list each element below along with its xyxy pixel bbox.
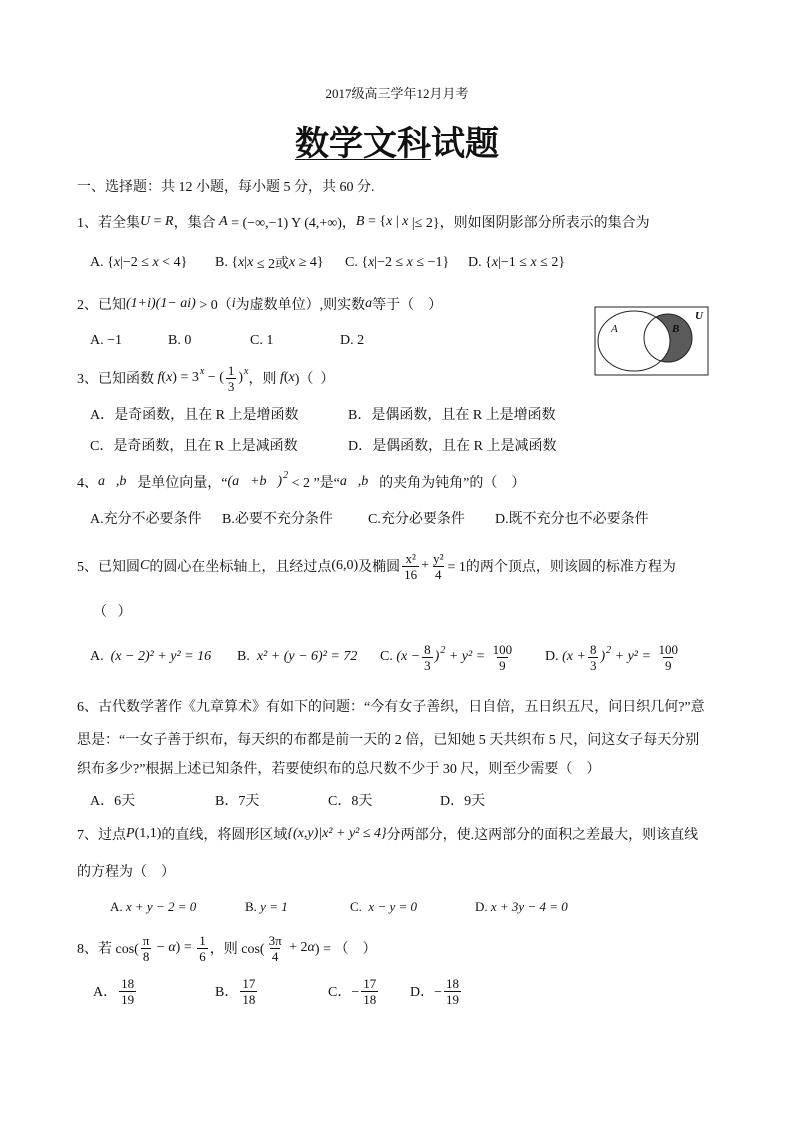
text-run: D. <box>545 649 563 664</box>
question-7-option-a <box>110 887 196 927</box>
math-expression: P <box>126 826 135 841</box>
math-expression: x + y − 2 = 0 <box>125 899 197 914</box>
math-expression: y = 1 <box>260 899 288 914</box>
question-5-option-c <box>380 637 516 677</box>
math-expression: f <box>157 370 162 385</box>
fraction-denominator: 8 <box>142 948 150 964</box>
text-run: C. 1 <box>250 333 274 348</box>
text-run: 5、已知圆 <box>77 560 140 575</box>
question-1-option-c <box>345 243 449 283</box>
question-2-option-c <box>250 321 273 361</box>
question-8-option-c <box>328 971 380 1011</box>
text-run: A. { <box>90 255 114 270</box>
text-run: D.既不充分也不必要条件 <box>495 512 649 527</box>
math-expression: U <box>140 214 151 229</box>
text-run: |≤ 2}，则如图阴影部分所表示的集合为 <box>408 216 650 231</box>
math-expression: C <box>140 558 150 573</box>
text-run: C．8天 <box>328 794 373 809</box>
text-run: )（ ） <box>294 372 335 387</box>
math-expression: x <box>238 255 245 270</box>
superscript: 2 <box>606 644 612 656</box>
text-run: ) <box>238 370 244 385</box>
text-run: |−1 ≤ <box>498 255 531 270</box>
text-run: | <box>244 255 248 270</box>
text-run: ) = <box>175 940 196 955</box>
text-run: C.充分必要条件 <box>368 512 465 527</box>
question-1-option-d <box>468 243 565 283</box>
math-expression: x <box>368 255 375 270</box>
set-a-label: A <box>611 323 618 335</box>
fraction-numerator: 8 <box>589 641 597 657</box>
fraction-numerator: 18 <box>446 975 460 991</box>
fraction-denominator: 18 <box>242 991 256 1007</box>
math-expression: x − y = 0 <box>368 899 418 914</box>
text-run: A．6天 <box>90 794 136 809</box>
question-2-option-d <box>340 321 364 361</box>
question-7-option-b <box>245 887 288 927</box>
math-expression: x <box>406 255 413 270</box>
text-run: C. { <box>345 255 369 270</box>
text-run: B. <box>245 899 261 914</box>
exam-name: 2017级高三学年12月月考 <box>325 85 469 101</box>
math-expression: x <box>289 255 296 270</box>
fraction-numerator: 8 <box>424 641 431 657</box>
math-expression: x² + (y − 6)² = 72 <box>256 649 358 664</box>
question-1-stem <box>77 202 650 242</box>
fraction-denominator: 4 <box>435 566 442 582</box>
text-run: = { <box>364 214 387 229</box>
math-expression: x <box>402 214 409 229</box>
question-1-option-b <box>215 243 324 283</box>
text-run: A. −1 <box>90 333 123 348</box>
text-run: 的直线，将圆形区域 <box>161 828 288 843</box>
fraction-numerator: 1 <box>199 932 206 948</box>
set-b-label: B <box>672 323 680 335</box>
fraction <box>491 642 515 673</box>
text-run: = <box>150 214 166 229</box>
question-8-option-b <box>215 971 259 1011</box>
text-run: D．是偶函数，且在 R 上是减函数 <box>348 439 557 454</box>
text-run: 思是：“一女子善于织布，每天织的布都是前一天的 2 倍，已知她 5 天共织布 5 尺，问这女子每天分别 <box>77 733 700 748</box>
question-2-option-a <box>90 321 122 361</box>
question-8-option-a <box>93 971 138 1011</box>
text-run: = 1的两个顶点，则该圆的标准方程为 <box>447 560 676 575</box>
text-run: (6,0) <box>331 558 359 573</box>
text-run: 4、 <box>77 476 98 491</box>
text-run: > 0（ <box>195 298 232 313</box>
text-run: ，则 <box>248 372 280 387</box>
math-expression: (a⃗+b⃗) <box>227 474 283 489</box>
fraction <box>240 976 257 1007</box>
fraction-numerator: 18 <box>121 975 135 991</box>
superscript: 2 <box>440 644 446 656</box>
fraction <box>444 976 461 1007</box>
text-run: C. <box>380 649 397 664</box>
text-run: 是单位向量，“ <box>137 476 228 491</box>
text-run: − <box>153 940 169 955</box>
question-8-stem <box>77 928 376 968</box>
math-expression: x <box>113 255 121 270</box>
exam-title <box>0 115 794 165</box>
fraction-numerator: 1 <box>227 362 235 378</box>
fraction <box>226 363 237 394</box>
fraction <box>267 933 284 964</box>
question-7-stem-line-1 <box>77 814 698 854</box>
math-expression: + y² = <box>445 649 489 664</box>
text-run: ( <box>161 370 167 385</box>
text-run: A.充分不必要条件 <box>90 512 202 527</box>
question-2-stem <box>77 284 442 324</box>
math-expression: R <box>165 214 174 229</box>
text-run: A. <box>90 649 111 664</box>
question-7-stem-line-2 <box>77 851 175 891</box>
fraction-denominator: 18 <box>363 991 377 1007</box>
text-run: ≤ −1} <box>412 255 450 270</box>
math-expression: x <box>247 255 254 270</box>
fraction-denominator: 3 <box>424 657 431 673</box>
math-expression: (x + <box>562 649 586 664</box>
text-run: C．− <box>328 985 360 1000</box>
text-run: 8、若 cos( <box>77 942 139 957</box>
section-label: 一、选择题：共 12 小题，每小题 5 分，共 60 分. <box>77 180 375 195</box>
math-expression: f <box>279 370 284 385</box>
fraction-numerator: π <box>142 932 150 948</box>
fraction <box>141 933 152 964</box>
fraction-numerator: 17 <box>363 975 377 991</box>
text-run: A． <box>93 985 118 1000</box>
text-run: A．是奇函数，且在 R 上是增函数 <box>90 408 299 423</box>
math-expression: ) <box>600 649 606 664</box>
fraction <box>197 933 208 964</box>
text-run: B.必要不充分条件 <box>222 512 333 527</box>
text-run: 1、若全集 <box>77 216 140 231</box>
text-run: ≤ 2} <box>536 255 566 270</box>
text-run: 7、过点 <box>77 828 126 843</box>
math-expression: A <box>219 214 228 229</box>
math-expression: (1+i)(1− ai) <box>126 296 196 311</box>
text-run: 等于（ ） <box>372 298 443 313</box>
math-expression: α <box>307 940 315 955</box>
text-run: C. <box>350 899 369 914</box>
text-run: B．是偶函数，且在 R 上是增函数 <box>348 408 556 423</box>
question-3-stem <box>77 358 334 398</box>
math-expression: {(x,y)|x² + y² ≤ 4} <box>287 826 387 841</box>
text-run: 3、已知函数 <box>77 372 158 387</box>
math-expression: B <box>355 214 365 229</box>
text-run: ) = （ ） <box>314 942 377 957</box>
text-run: ) = 3 <box>172 370 199 385</box>
text-run: ≥ 4} <box>295 255 324 270</box>
math-expression: x <box>166 370 173 385</box>
question-5-option-a <box>90 637 211 677</box>
fraction-numerator: 100 <box>492 641 513 657</box>
text-run: B．7天 <box>215 794 260 809</box>
text-run: ，则 cos( <box>209 942 265 957</box>
title-underlined: 数学文科 <box>295 125 431 163</box>
math-expression: a <box>365 296 373 311</box>
text-run: < 2 ”是“ <box>288 476 340 491</box>
venn-diagram <box>590 302 715 382</box>
text-run: − ( <box>204 370 224 385</box>
question-7-option-c <box>350 887 417 927</box>
question-4-option-a <box>90 498 202 538</box>
fraction-denominator: 19 <box>121 991 135 1007</box>
text-run: D. { <box>468 255 492 270</box>
math-expression: x + 3y − 4 = 0 <box>490 899 568 914</box>
fraction-denominator: 3 <box>227 378 235 394</box>
text-run: B. { <box>215 255 239 270</box>
fraction-numerator: y² <box>433 550 444 566</box>
text-run: ≤ 2或 <box>253 257 289 272</box>
text-run: 分两部分，使.这两部分的面积之差最大，则该直线 <box>386 828 699 843</box>
fraction-denominator: 9 <box>499 657 506 673</box>
text-run: | <box>392 214 403 229</box>
question-5-answer-paren <box>93 591 132 631</box>
universal-set-label: U <box>695 310 703 322</box>
text-run: 的方程为（ ） <box>77 865 175 880</box>
text-run: B. 0 <box>168 333 192 348</box>
question-7-option-d <box>475 887 568 927</box>
math-expression: x <box>288 370 295 385</box>
text-run: B. <box>237 649 257 664</box>
text-run: D．− <box>410 985 443 1000</box>
fraction-numerator: 3π <box>268 932 282 948</box>
superscript: x <box>244 365 249 377</box>
fraction <box>422 642 433 673</box>
text-run: ( <box>283 370 289 385</box>
question-4-option-b <box>222 498 333 538</box>
fraction <box>431 551 445 582</box>
fraction-denominator: 9 <box>664 657 672 673</box>
text-run: D. 2 <box>340 333 365 348</box>
question-4-stem <box>77 462 525 502</box>
text-run: D．9天 <box>440 794 486 809</box>
question-5-option-b <box>237 637 357 677</box>
fraction <box>119 976 136 1007</box>
text-run: B． <box>215 985 239 1000</box>
math-expression: a⃗,b⃗ <box>339 474 380 489</box>
fraction-numerator: 100 <box>658 641 678 657</box>
question-4-option-d <box>495 498 649 538</box>
text-run: 织布多少?”根据上述已知条件，若要使织布的总尺数不少于 30 尺，则至少需要（ ） <box>77 762 601 777</box>
text-run: A. <box>110 899 126 914</box>
math-expression: x <box>530 255 537 270</box>
text-run: C．是奇函数，且在 R 上是减函数 <box>90 439 298 454</box>
question-3-option-c <box>90 425 298 465</box>
fraction-denominator: 3 <box>589 657 597 673</box>
question-3-option-d <box>348 425 556 465</box>
superscript: x <box>199 365 205 377</box>
text-run: + <box>421 558 430 573</box>
text-run: ，集合 <box>173 216 220 231</box>
math-expression: x <box>152 255 159 270</box>
question-1-option-a <box>90 243 187 283</box>
fraction-numerator: 17 <box>242 975 256 991</box>
title-rest: 试题 <box>431 125 499 163</box>
text-run: D. <box>475 899 491 914</box>
math-expression: α <box>168 940 176 955</box>
math-expression: ) <box>434 649 440 664</box>
text-run: 的夹角为钝角”的（ ） <box>379 476 526 491</box>
text-run: + 2 <box>285 940 308 955</box>
fraction <box>588 642 599 673</box>
set-a-circle <box>598 311 670 371</box>
text-run: 为虚数单位）,则实数 <box>235 298 366 313</box>
text-run: < 4} <box>158 255 188 270</box>
exam-header <box>0 72 794 112</box>
text-run: 及椭圆 <box>358 560 401 575</box>
math-expression: (x − <box>396 649 421 664</box>
fraction <box>402 551 419 582</box>
fraction-denominator: 4 <box>271 948 279 964</box>
math-expression: (x − 2)² + y² = 16 <box>110 649 212 664</box>
fraction-numerator: x² <box>405 550 416 566</box>
math-expression: + y² = <box>611 649 655 664</box>
superscript: 2 <box>283 469 289 481</box>
fraction-denominator: 19 <box>446 991 460 1007</box>
math-expression: x <box>491 255 499 270</box>
fraction <box>656 642 680 673</box>
math-expression: a⃗,b⃗ <box>98 474 138 489</box>
section-heading <box>77 166 375 206</box>
question-5-option-d <box>545 637 682 677</box>
text-run: (1,1) <box>134 826 162 841</box>
math-expression: i <box>231 296 236 311</box>
fraction-denominator: 16 <box>404 566 418 582</box>
text-run: |−2 ≤ <box>374 255 407 270</box>
question-4-option-c <box>368 498 465 538</box>
text-run: 6、古代数学著作《九章算术》有如下的问题：“今有女子善织，日自倍，五日织五尺，问日织几何?”意 <box>77 700 705 715</box>
question-8-option-d <box>410 971 463 1011</box>
fraction <box>361 976 378 1007</box>
question-2-option-b <box>168 321 191 361</box>
text-run: |−2 ≤ <box>120 255 153 270</box>
question-5-stem <box>77 546 676 586</box>
fraction-denominator: 6 <box>199 948 206 964</box>
text-run: 2、已知 <box>77 298 126 313</box>
text-run: = (−∞,−1) Υ (4,+∞)， <box>227 216 356 231</box>
math-expression: x <box>386 214 393 229</box>
text-run: （ ） <box>93 605 132 620</box>
text-run: 的圆心在坐标轴上，且经过点 <box>149 560 332 575</box>
